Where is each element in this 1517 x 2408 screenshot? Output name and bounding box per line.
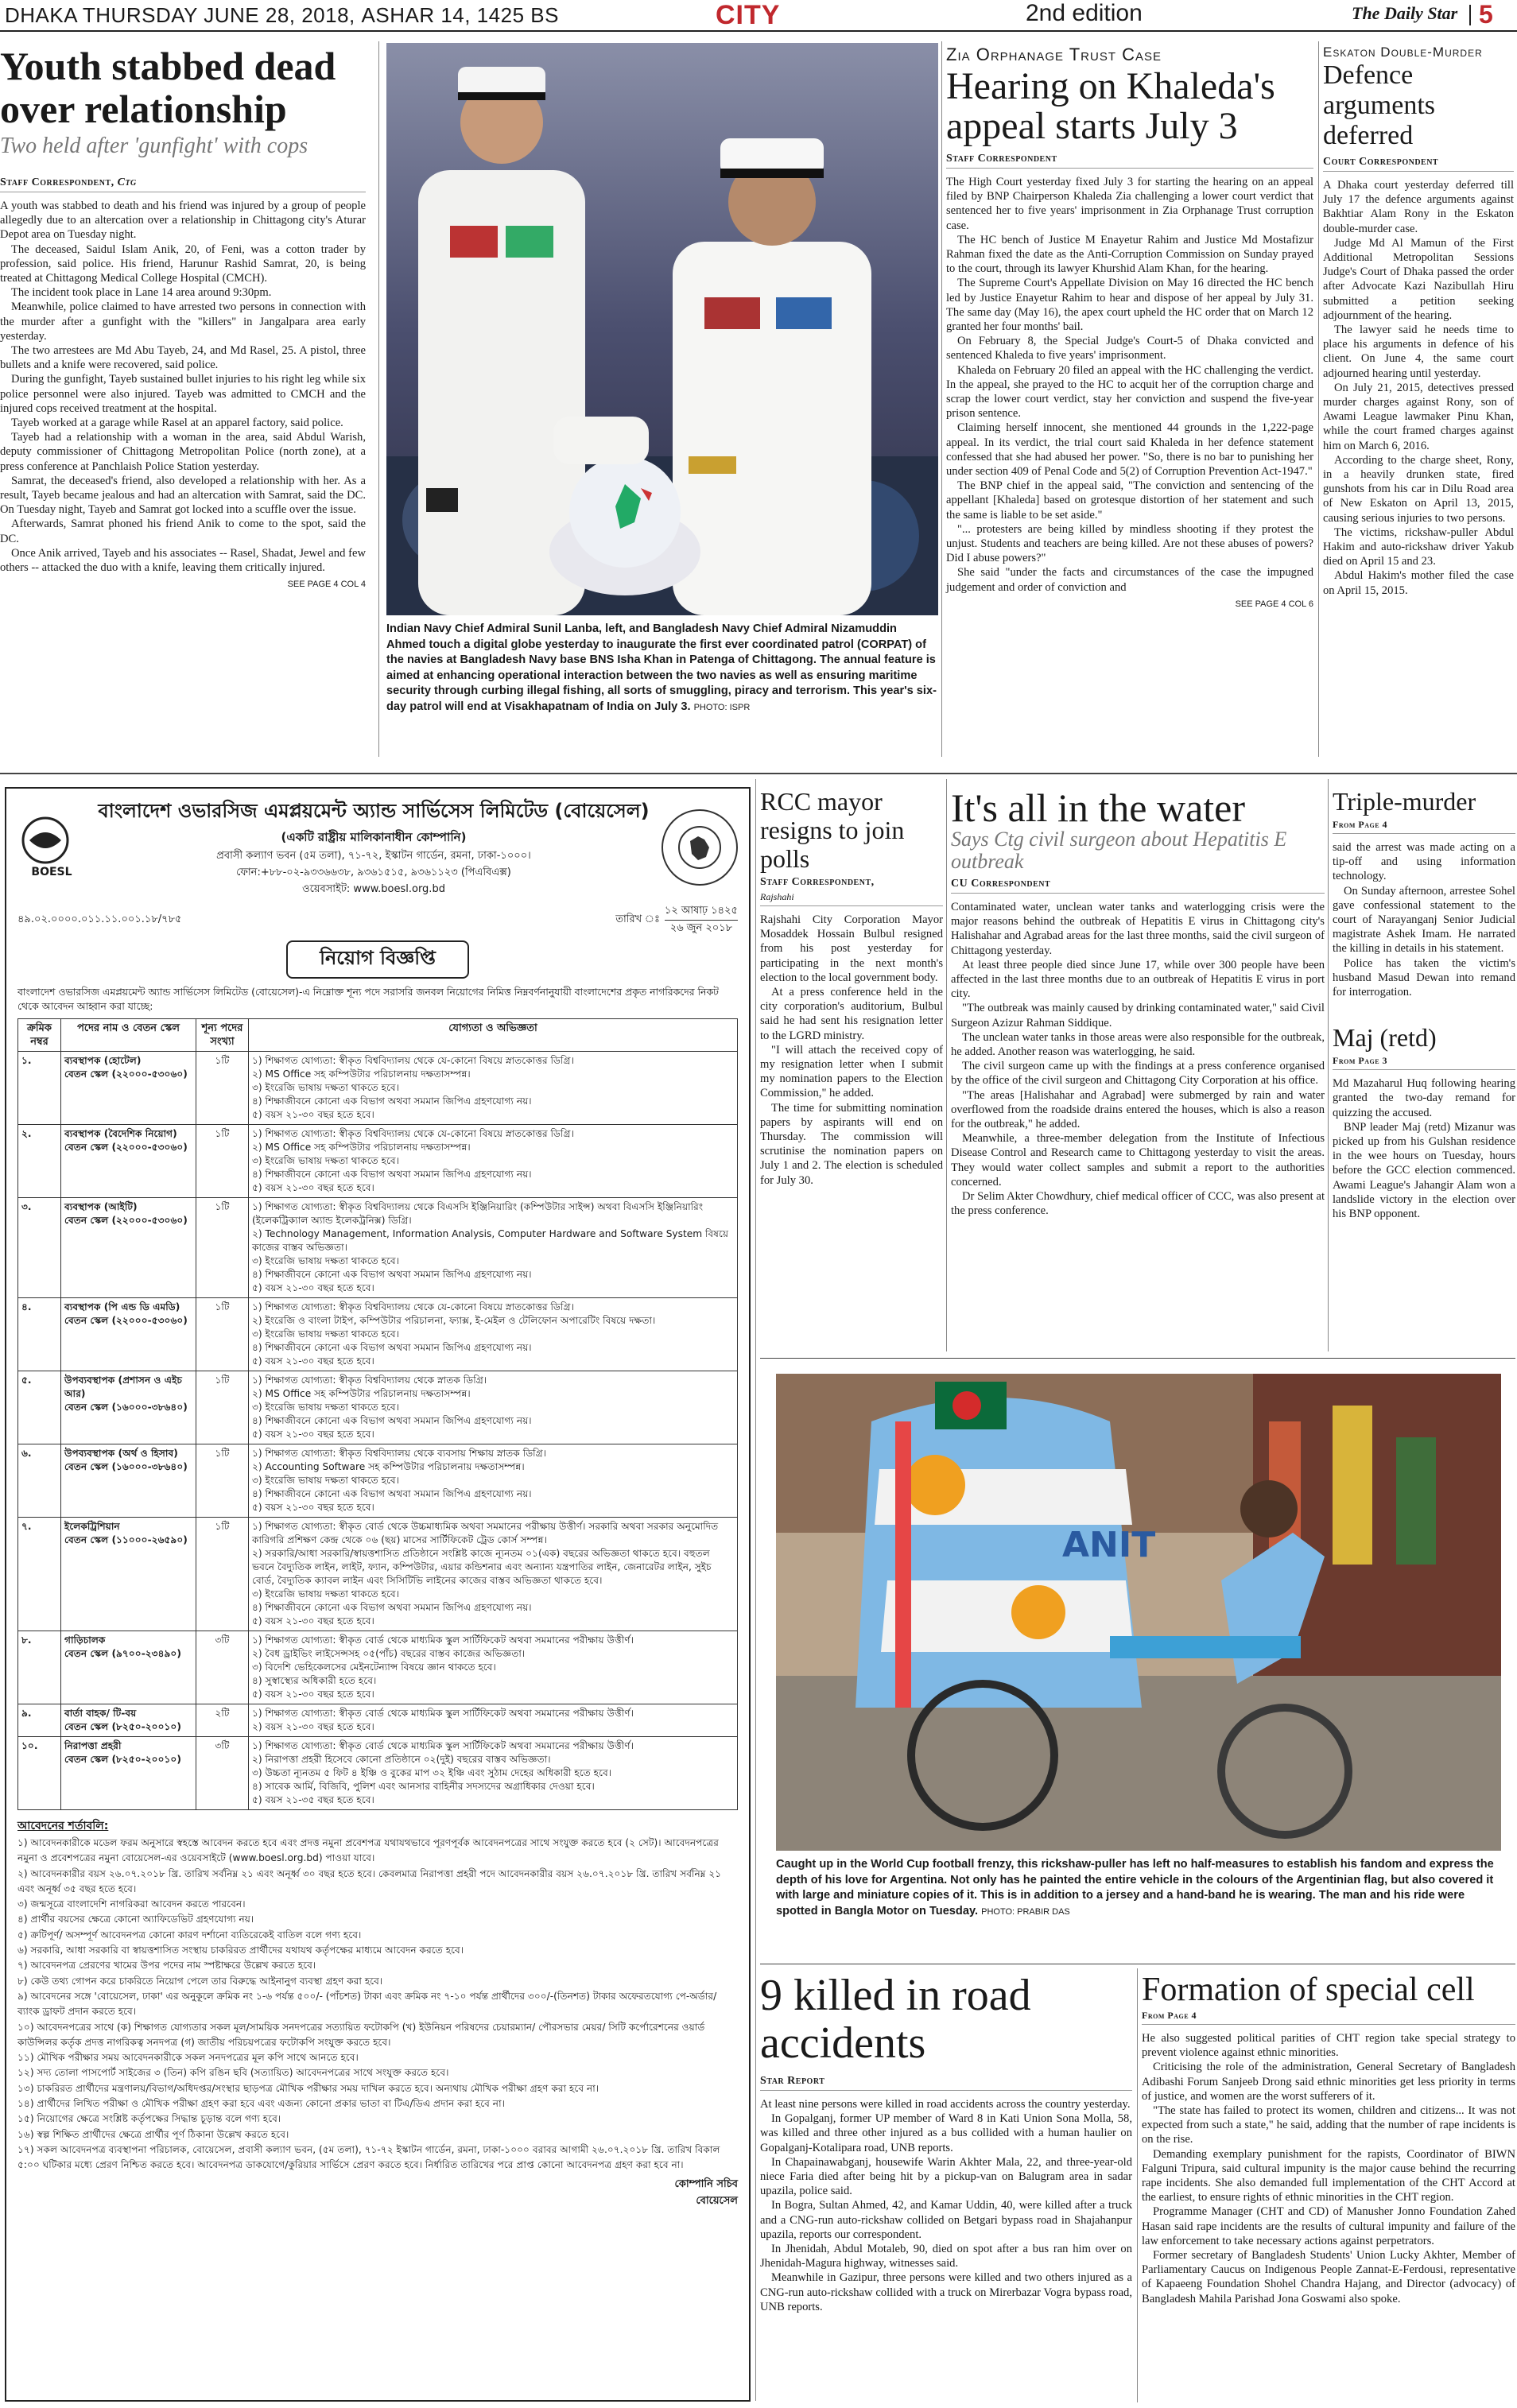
cell-count: ১টি [196,1052,249,1125]
qualification-line: ২) নিরাপত্তা প্রহরী হিসেবে কোনো প্রতিষ্ঠানে ০২(দুই) বছরের বাস্তব অভিজ্ঞতা। [252,1754,551,1765]
col-count: শূন্য পদের সংখ্যা [196,1019,249,1052]
cell-serial: ৭. [18,1518,61,1631]
dateline-en: DHAKA THURSDAY JUNE 28, 2018, [5,3,355,27]
qualification-line: ২) MS Office সহ কম্পিউটার পরিচালনায় দক্ষতাসম্পন্ন। [252,1068,471,1080]
paragraph: Criticising the role of the administration, General Secretary of Bangladesh Adibashi Forum Sanjeeb Drong said ethnic minorities get less priority in terms of justice, and women are the worst sufferers of it. [1142,2061,1515,2103]
column-rule [1318,41,1319,757]
post-name: ব্যবস্থাপক (পি এন্ড ডি এমডি) [64,1301,180,1313]
paragraph: A Dhaka court yesterday deferred till July 17 the defence arguments against Bakhtiar Alam Rony in the Eskaton double-murder case. [1323,179,1514,235]
navy-photo [386,43,938,615]
qualification-line: ১) শিক্ষাগত যোগ্যতা: স্বীকৃত বিশ্ববিদ্যালয় থেকে যে-কোনো বিষয়ে স্নাতকোত্তর ডিগ্রি। [252,1055,574,1066]
photo-caption [776,1857,1501,1920]
qualification-line: ৩) ইংরেজি ভাষায় দক্ষতা থাকতে হবে। [252,1155,400,1166]
memo-date [615,903,738,937]
paragraph: Samrat, the deceased's friend, also developed a relationship with her. As a result, Tayeb became jealous and had an altercation with Samrat, said the DC. On Tuesday night, Tayeb and Samrat got locked into a scuffle over the issue. [0,474,366,517]
masthead [0,0,1517,32]
qualification-line: ৫) বয়স ২১-৩০ বছর হতে হবে। [252,1355,374,1367]
headline: RCC mayor resigns to join polls [760,787,905,873]
paragraph: Meanwhile, police claimed to have arrested two persons in connection with the murder after a gunfight with the "killers" in Jangalpara area early yesterday. [0,301,366,343]
column-rule [1328,779,1329,1351]
table-row [18,1631,738,1704]
paragraph: A youth was stabbed to death and his friend was injured by a group of people allegedly due to an altercation over a relationship in Chittagong city's Aturar Depot area on Tuesday night. [0,200,366,242]
terms-title: আবেদনের শর্তাবলি: [17,1820,109,1832]
paragraph: The time for submitting nomination papers by aspirants will end on Thursday. The commission will scrutinise the nomination papers on July 1 and 2. The election is scheduled for July 30. [760,1101,943,1187]
ad-title-wrap [17,940,738,979]
dateline [5,3,559,28]
headline: Formation of special cell [1142,1972,1475,2008]
paragraph: During the gunfight, Tayeb sustained bullet injuries to his right leg while six police personnel were also injured. Tayeb was admitted to CMCH and the injured cops received treatment at the hospital. [0,373,366,415]
photo-caption [386,622,938,715]
kicker: Zia Orphanage Trust Case [946,45,1162,64]
qualification-line: ৫) বয়স ২১-৩০ বছর হতে হবে। [252,1615,374,1627]
qualification-line: ৪) সুস্বাস্থ্যের অধিকারী হতে হবে। [252,1675,377,1686]
pay-scale: বেতন স্কেল (৮২৫০-২০০১০) [64,1754,181,1765]
qualification-line: ৩) উচ্চতা ন্যূনতম ৫ ফিট ৪ ইঞ্চি ও বুকের মাপ ৩২ ইঞ্চি এবং সুঠাম দেহের অধিকারী হতে হবে। [252,1767,612,1778]
qualification-line: ৪) শিক্ষাজীবনে কোনো এক বিভাগ অথবা সমমান জিপিএ গ্রহণযোগ্য নয়। [252,1095,532,1107]
article-body [1323,178,1514,598]
cell-serial: ১০. [18,1737,61,1810]
qualification-line: ২) সরকারি/আধা সরকারি/স্বায়ত্তশাসিত প্রতিষ্ঠানে সংশ্লিষ্ট কাজে ন্যূনতম ০১(এক) বছরের অভিজ্ঞতা থাকতে হবে। বহুতল ভবনে বৈদ্যুতিক লাইন, লাইট, ফ্যান, কম্পিউটার, এয়ার কন্ডিশনার এবং অন্যান্য যন্ত্রপাতির লাইন, জেনারেটর লাইন, সুইচ বোর্ড, বৈদ্যুতিক ক্যাবল লাইন এবং সিসিটিভি লাইনের কাজের বাস্তব অভিজ্ঞতা থাকতে হবে। [252,1548,712,1586]
pay-scale: বেতন স্কেল (১১০০০-২৬৫৯০) [64,1534,188,1545]
vacancy-rows [18,1052,738,1810]
post-name: ব্যবস্থাপক (বৈদেশিক নিয়োগ) [64,1128,177,1139]
cell-qualification [249,1298,738,1371]
photo-credit: PHOTO: PRABIR DAS [981,1906,1070,1917]
paragraph: Meanwhile, a three-member delegation from the Institute of Infectious Disease Control and Research came to Chittagong yesterday to visit the areas. They would water collect samples and submit a report to the authorities concerned. [951,1132,1325,1188]
cell-serial: ১. [18,1052,61,1125]
recruitment-ad [5,787,751,2402]
story-youth-stabbed [0,45,366,589]
qualification-line: ৫) বয়স ২১-৩৫ বছর হতে হবে। [252,1794,374,1805]
qualification-line: ৩) বিদেশি ভেহিকেলসের মেইনটেন্যান্স বিষয়ে জ্ঞান থাকতে হবে। [252,1662,496,1673]
article-body [946,175,1313,595]
paragraph: The deceased, Saidul Islam Anik, 20, of Feni, was a cotton trader by profession, said police. His friend, Harunur Rashid Samrat, 20, is being treated at Chittagong Medical College Hospital (CMCH). [0,242,366,285]
paragraph: The incident took place in Lane 14 area around 9:30pm. [11,286,272,300]
qualification-line: ২) Accounting Software সহ কম্পিউটার পরিচালনায় দক্ষতাসম্পন্ন। [252,1461,525,1472]
paragraph: "The state has failed to protect its women, children and citizens... It was not expected from such a state," he said, adding that the number of rape incidents is on the rise. [1142,2104,1515,2146]
signature-title: কোম্পানি সচিব [674,2177,738,2190]
paragraph: Programme Manager (CHT and CD) of Manusher Jonno Foundation Zahed Hasan said rape incidents are the results of cultural impunity and failure of the law enforcement to take necessary actions against perpetrators. [1142,2205,1515,2247]
cell-count: ১টি [196,1298,249,1371]
pay-scale: বেতন স্কেল (২২০০০-৫৩০৬০) [64,1215,188,1226]
cell-qualification [249,1518,738,1631]
page-number: 5 [1479,0,1493,29]
paragraph: Tayeb had a relationship with a woman in the area, said Abdul Warish, deputy commissioner of Chittagong Metropolitan Police (north zone), at a press conference at Panchlaish Police Station yesterday. [0,431,366,473]
ad-header [17,797,738,898]
date-values [665,903,738,937]
qualification-line: ৫) বয়স ২১-৩০ বছর হতে হবে। [252,1502,374,1513]
column-rule [946,779,947,1351]
paragraph: The Supreme Court's Appellate Division on May 16 directed the HC bench led by Justice Enayetur Rahim to hear and dispose of her appeal by July 31. The same day (May 16), the apex court upheld the HC order that on March 12 granted her four months' bail. [946,277,1313,334]
qualification-line: ২) MS Office সহ কম্পিউটার পরিচালনায় দক্ষতাসম্পন্ন। [252,1388,471,1399]
cell-count: ২টি [196,1704,249,1737]
article-body [1142,2031,1515,2306]
paragraph: "I will attach the received copy of my resignation letter when I submit my nomination papers to the Election Commission," he added. [760,1043,943,1100]
paragraph: On Sunday afternoon, arrestee Sohel gave confessional statement to the court of Narayanganj Senior Judicial magistrate Ashek Imam. He narrated the killing in details in his statement. [1333,884,1515,956]
paragraph: "... protesters are being killed by mindless shooting if they protest the unjust. Students and teachers are being killed. Are not these abuses of powers? Did I abuse powers?" [946,522,1313,565]
story-special-cell [1142,1972,1515,2306]
paragraph: Khaleda on February 20 filed an appeal with the HC challenging the verdict. In the appeal, she prayed to the HC to acquit her of the corruption charge and scrap the lower court verdict, stay her conviction and suspend the five-year prison sentence. [946,363,1313,421]
qualification-line: ৫) বয়স ২১-৩০ বছর হতে হবে। [252,1182,374,1193]
section-divider [0,773,1517,774]
byline-place: Ctg [117,176,137,188]
org-website[interactable]: ওয়েবসাইট: www.boesl.org.bd [302,883,445,895]
qualification-line: ৩) ইংরেজি ভাষায় দক্ষতা থাকতে হবে। [252,1082,400,1093]
org-address: প্রবাসী কল্যাণ ভবন (৫ম তলা), ৭১-৭২, ইস্কাটন গার্ডেন, রমনা, ঢাকা-১০০০। [216,850,531,862]
cell-qualification [249,1198,738,1298]
table-row [18,1125,738,1198]
paragraph: At a press conference held in the city corporation's auditorium, Bulbul said he had sent his resignation letter to the LGRD ministry. [760,986,943,1042]
pay-scale: বেতন স্কেল (২২০০০-৫৩০৬০) [64,1142,188,1153]
table-header [18,1019,738,1052]
qualification-line: ১) শিক্ষাগত যোগ্যতা: স্বীকৃত বিশ্ববিদ্যালয় থেকে যে-কোনো বিষয়ে স্নাতকোত্তর ডিগ্রি। [252,1301,574,1313]
term-item: ১০) আবেদনপত্রের সাথে (ক) শিক্ষাগত যোগ্যতার সকল মূল/সাময়িক সনদপত্রের সত্যায়িত ফটোকপি (খ) ইউনিয়ন পরিষদের চেয়ারম্যান/ পৌরসভার মেয়র/ সিটি কর্পোরেশনের ওয়ার্ড কাউন্সিলর কর্তৃক প্রদত্ত নাগরিকত্ব সনদপত্র (গ) জাতীয় পরিচয়পত্রের ফটোকপি সংযুক্ত করতে হবে। [17,2021,705,2048]
paragraph: Once Anik arrived, Tayeb and his associates -- Rasel, Shadat, Jewel and few others -- attacked the duo with a knife, leaving them critically injured. [0,546,366,575]
table-row [18,1052,738,1125]
from-page: From Page 4 [1333,819,1515,834]
headline: Defence arguments deferred [1323,60,1436,150]
byline: Staff Correspondent [946,153,1313,169]
article-body [760,2097,1132,2314]
date-bangla: ১২ আষাঢ় ১৪২৫ [665,903,738,921]
post-name: উপব্যবস্থাপক (অর্থ ও হিসাব) [64,1448,178,1459]
kicker: Eskaton Double-Murder [1323,45,1483,60]
term-item: ১৪) প্রার্থীদের লিখিত পরীক্ষা ও মৌখিক পরীক্ষা গ্রহণ করা হবে এবং এজন্য কোনো প্রকার ভাতা বা টিএ/ডিএ প্রদান করা হবে না। [17,2098,505,2110]
column-rule [378,41,379,757]
column-rule [1137,1968,1138,2402]
paragraph: The civil surgeon came up with the findings at a press conference organised by the office of the civil surgeon and Chittagong City Corporation at his office. [951,1060,1325,1088]
paragraph: The BNP chief in the appeal said, "The conviction and sentencing of the appellant [Khaleda] based on grotesque distortion of her statement and such the same is liable to be set aside." [946,479,1313,522]
date-label: তারিখ ঃ [615,913,660,925]
org-phone: ফোন:+৮৮-০২-৯৩৩৬৬৩৮, ৯৩৬১৫১৫, ৯৩৬১১২৩ (পিএবিএক্স) [236,867,511,878]
post-name: গাড়িচালক [64,1634,106,1646]
qualification-line: ২) বৈধ ড্রাইভিং লাইসেন্সসহ ০৫(পাঁচ) বছরের বাস্তব কাজের অভিজ্ঞতা। [252,1648,526,1659]
qualification-line: ২) Technology Management, Information Analysis, Computer Hardware and Software System বিষয়ে কাজের বাস্তব অভিজ্ঞতা। [252,1228,729,1253]
rickshaw-photo [776,1374,1501,1851]
from-page: From Page 4 [1142,2010,1515,2025]
paragraph: The High Court yesterday fixed July 3 for starting the hearing on an appeal filed by BNP Chairperson Khaleda Zia challenging a lower court verdict that sentenced her to five years' imprisonment in Zia Orphanage Trust corruption case. [946,176,1313,232]
byline: CU Correspondent [951,878,1325,894]
term-item: ১১) মৌখিক পরীক্ষার সময় আবেদনকারীকে সকল সনদপত্রের মূল কপি সাথে আনতে হবে। [17,2052,359,2064]
pay-scale: বেতন স্কেল (১৬০০০-৩৮৬৪০) [64,1461,188,1472]
byline: Court Correspondent [1323,156,1514,172]
cell-qualification [249,1737,738,1810]
paragraph: Police has taken the victim's husband Masud Dewan into remand for interrogation. [1333,956,1515,999]
paragraph: Abdul Hakim's mother filed the case on April 15, 2015. [1323,569,1514,597]
qualification-line: ৩) ইংরেজি ভাষায় দক্ষতা থাকতে হবে। [252,1402,400,1413]
paragraph: At least three people died since June 17, while over 300 people have been affected in the last three months due to an outbreak of Hepatitis E virus in port city. [951,958,1325,1001]
cell-post [61,1198,196,1298]
paragraph: "The outbreak was mainly caused by drinking contaminated water," said Civil Surgeon Azizur Rahman Siddique. [951,1002,1325,1030]
term-item: ১৭) সকল আবেদনপত্র ব্যবস্থাপনা পরিচালক, বোয়েসেল, প্রবাসী কল্যাণ ভবন, (৫ম তলা), ৭১-৭২ ইস্কাটন গার্ডেন, রমনা, ঢাকা-১০০০ বরাবর আগামী ২৬.০৭.২০১৮ খ্রি. তারিখ বিকাল ৫:০০ ঘটিকার মধ্যে প্রেরণ নিশ্চিত করতে হবে। আবেদনপত্র ডাকযোগে/কুরিয়ার সার্ভিসে প্রেরণ করতে হবে। নির্ধারিত তারিখের পরে প্রাপ্ত কোনো আবেদনপত্র গ্রহণ করা হবে না। [17,2143,720,2171]
cell-serial: ৮. [18,1631,61,1704]
term-item: ৩) জন্মসূত্রে বাংলাদেশি নাগরিকরা আবেদন করতে পারবেন। [17,1898,246,1910]
cell-serial: ২. [18,1125,61,1198]
edition-label: 2nd edition [1026,0,1143,26]
paragraph: Claiming herself innocent, she mentioned 44 grounds in the 1,222-page appeal. In its verdict, the trial court said Khaleda in her defence statement confessed that she had abused her power. "So, there is no bar to punishing her under section 409 of Penal Code and 5(2) of Corruption Prevention Act-1947." [946,421,1313,479]
pay-scale: বেতন স্কেল (৯৭০০-২৩৪৯০) [64,1648,181,1659]
qualification-line: ৫) বয়স ২১-৩০ বছর হতে হবে। [252,1109,374,1120]
cell-post [61,1125,196,1198]
story-road-accidents [760,1972,1132,2314]
signature [17,2177,738,2210]
org-block [97,797,650,898]
logo-text: BOESL [31,866,72,878]
cell-qualification [249,1444,738,1518]
cell-serial: ৯. [18,1704,61,1737]
qualification-line: ৫) বয়স ২১-৩০ বছর হতে হবে। [252,1689,374,1700]
qualification-line: ৩) ইংরেজি ভাষায় দক্ষতা থাকতে হবে। [252,1475,400,1486]
post-name: ব্যবস্থাপক (হোটেল) [64,1055,142,1066]
memo-row [17,903,738,937]
qualification-line: ১) শিক্ষাগত যোগ্যতা: স্বীকৃত বিশ্ববিদ্যালয় থেকে বিএসসি ইঞ্জিনিয়ারিং (কম্পিউটার সাইন্স) অথবা বিএসসি ইঞ্জিনিয়ারিং (ইলেকট্রিক্যাল অ্যান্ড ইলেকট্রনিক্স) ডিগ্রি। [252,1201,704,1226]
cell-qualification [249,1125,738,1198]
newspaper-brand: The Daily Star [1352,3,1458,23]
paragraph: She said "under the facts and circumstances of the case the impugned judgement and order of conviction and [946,566,1313,594]
cell-serial: ৪. [18,1298,61,1371]
paragraph: Md Mazaharul Huq following hearing granted the two-day remand for quizzing the accused. [1333,1077,1515,1119]
col-post: পদের নাম ও বেতন স্কেল [61,1019,196,1052]
byline: Staff Correspondent, [760,876,875,888]
col-qualification: যোগ্যতা ও অভিজ্ঞতা [249,1019,738,1052]
table-row [18,1518,738,1631]
paragraph: Contaminated water, unclean water tanks and waterlogging crisis were the major reasons behind the outbreak of Hepatitis E virus in Chittagong city's Halishahar and Agrabad areas for the last three months, said the civil surgeon of Chittagong yesterday. [951,901,1325,957]
govt-seal-icon [662,809,738,886]
story-defence [1323,45,1514,598]
qualification-line: ১) শিক্ষাগত যোগ্যতা: স্বীকৃত বোর্ড থেকে উচ্চমাধ্যমিক অথবা সমমানের পরীক্ষায় উত্তীর্ণ। সরকারি অথবা সরকার অনুমোদিত কারিগরি প্রশিক্ষণ কেন্দ্র থেকে ০৬ (ছয়) মাসের সার্টিফিকেট ট্রেড কোর্স সম্পন্ন। [252,1521,719,1545]
term-item: ১) আবেদনকারীকে মডেল ফরম অনুসারে স্বহস্তে আবেদন করতে হবে এবং প্রদত্ত নমুনা প্রবেশপত্র যথাযথভাবে পূরণপূর্বক আবেদনপত্রের সাথে সংযুক্ত করতে হবে (২ সেট)। আবেদনপত্রের নমুনা ও প্রবেশপত্রের নমুনা বোয়েসেল-এর ওয়েবসাইটে (www.boesl.org.bd) পাওয়া যাবে। [17,1837,719,1864]
photo-navy-block [386,43,938,715]
term-item: ৪) প্রার্থীর বয়সের ক্ষেত্রে কোনো অ্যাফিডেভিট গ্রহণযোগ্য নয়। [17,1914,254,1925]
cell-serial: ৬. [18,1444,61,1518]
qualification-line: ৩) ইংরেজি ভাষায় দক্ষতা থাকতে হবে। [252,1328,400,1340]
column-rule [755,779,756,2401]
qualification-line: ৪) শিক্ষাজীবনে কোনো এক বিভাগ অথবা সমমান জিপিএ গ্রহণযোগ্য নয়। [252,1169,532,1180]
qualification-line: ৪) শিক্ষাজীবনে কোনো এক বিভাগ অথবা সমমান জিপিএ গ্রহণযোগ্য নয়। [252,1602,532,1613]
paragraph: At least nine persons were killed in road accidents across the country yesterday. [760,2098,1131,2111]
term-item: ৬) সরকারি, আধা সরকারি বা স্বায়ত্তশাসিত সংস্থায় চাকরিরত প্রার্থীদের যথাযথ কর্তৃপক্ষের মাধ্যমে আবেদন করতে হবে। [17,1945,464,1956]
col-serial: ক্রমিক নম্বর [18,1019,61,1052]
cell-serial: ৫. [18,1371,61,1444]
qualification-line: ২) MS Office সহ কম্পিউটার পরিচালনায় দক্ষতাসম্পন্ন। [252,1142,471,1153]
story-rcc [760,787,943,1188]
post-name: নিরাপত্তা প্রহরী [64,1740,122,1751]
cell-count: ৩টি [196,1631,249,1704]
signature-org: বোয়েসেল [696,2194,738,2207]
term-item: ১৫) নিয়োগের ক্ষেত্রে সংশ্লিষ্ট কর্তৃপক্ষের সিদ্ধান্ত চূড়ান্ত বলে গণ্য হবে। [17,2113,281,2125]
vacancy-table [17,1018,738,1810]
qualification-line: ২) বয়স ২১-৩০ বছর হতে হবে। [252,1721,374,1732]
cell-post [61,1518,196,1631]
headline: Youth stabbed dead over relationship [0,44,336,131]
paragraph: Dr Selim Akter Chowdhury, chief medical officer of CCC, was also present at the press conference. [951,1190,1325,1218]
paragraph: Judge Md Al Mamun of the First Additional Metropolitan Sessions Judge's Court of Dhaka passed the order after Advocate Kazi Nazibullah Hiru submitted a petition seeking adjournment of the hearing. [1323,236,1514,322]
article-body [0,199,366,575]
headline: Hearing on Khaleda's appeal starts July 3 [946,65,1275,147]
paragraph: Afterwards, Samrat phoned his friend Anik to come to the spot, said the DC. [0,518,366,545]
paragraph: The victims, rickshaw-puller Abdul Hakim and auto-rickshaw driver Yakub died on April 15 and 23. [1323,525,1514,568]
banner-text: ANIT [1062,1525,1156,1565]
headline-maj: Maj (retd) [1333,1023,1437,1053]
post-name: উপব্যবস্থাপক (প্রশাসন ও এইচ আর) [64,1375,182,1399]
ad-title: নিয়োগ বিজ্ঞপ্তি [286,940,469,979]
paragraph: The unclean water tanks in those areas were also responsible for the outbreak, he added. Another reason was waterlogging, he said. [951,1030,1325,1059]
boesl-logo-icon [17,816,73,866]
story-water [951,787,1325,1218]
org-name: বাংলাদেশ ওভারসিজ এমপ্লয়মেন্ট অ্যান্ড সার্ভিসেস লিমিটেড (বোয়েসেল) [98,800,650,822]
cell-post [61,1298,196,1371]
paragraph: Former secretary of Bangladesh Students' Union Lucky Akhter, Member of Parliamentary Caucus on Indigenous People Zannat-E-Ferdousi, representative of Kapaeeng Foundation Shohel Chandra Hajang, and Director (advocacy) of Bangladesh Mahila Parishad Jona Goswami also spoke. [1142,2249,1515,2305]
byline: Star Report [760,2075,1132,2091]
paragraph: Demanding exemplary punishment for the rapists, Coordinator of BIWN Falguni Tripura, said cultural impunity is the major cause behind the recurring rape incidents. She also demanded full implementation of the CHT Accord at the earliest, to ensure rights of ethnic minorities in the CHT region. [1142,2147,1515,2204]
paragraph: BNP leader Maj (retd) Mizanur was picked up from his Gulshan residence in the wee hours on Tuesday, hours before the GCC election commenced. Awami League's Jahangir Alam won a landslide victory in the election over his BNP opponent. [1333,1120,1515,1221]
qualification-line: ৪) শিক্ষাজীবনে কোনো এক বিভাগ অথবা সমমান জিপিএ গ্রহণযোগ্য নয়। [252,1488,532,1499]
caption-text: Caught up in the World Cup football frenzy, this rickshaw-puller has left no half-measures to establish his fandom and express the depth of his love for Argentina. Not only has he painted the entire vehicle in the colours of the Argentinian flag, but also covered it with large and miniature copies of it. This is in addition to a jersey and a hand-band he is wearing. The man and his ride were spotted in Bangla Motor on Tuesday. [776,1858,1494,1917]
from-page-maj: From Page 3 [1333,1055,1515,1070]
article-body-maj [1333,1076,1515,1221]
boesl-logo [17,816,86,878]
ad-intro: বাংলাদেশ ওভারসিজ এমপ্লয়মেন্ট অ্যান্ড সার্ভিসেস লিমিটেড (বোয়েসেল)-এ নিম্নোক্ত শূন্য পদে সরাসরি জনবল নিয়োগের নিমিত্ত নিম্নবর্ণনানুযায়ী বাংলাদেশের প্রকৃত নাগরিকদের নিকট থেকে আবেদন আহ্বান করা যাচ্ছে: [17,986,719,1012]
ad-terms [17,1817,738,2210]
headline: Triple-murder [1333,787,1476,816]
paragraph: On February 8, the Special Judge's Court-5 of Dhaka convicted and sentenced Khaleda to five years' imprisonment. [946,335,1313,363]
byline-place: Rajshahi [760,891,943,906]
continued-note[interactable]: SEE PAGE 4 COL 6 [1235,599,1313,609]
term-item: ১২) সদ্য তোলা পাসপোর্ট সাইজের ৩ (তিন) কপি রঙিন ছবি (সত্যায়িত) আবেদনপত্রের সাথে সংযুক্ত করতে হবে। [17,2067,449,2079]
qualification-line: ১) শিক্ষাগত যোগ্যতা: স্বীকৃত বোর্ড থেকে মাধ্যমিক স্কুল সার্টিফিকেট অথবা সমমানের পরীক্ষায় উত্তীর্ণ। [252,1634,634,1646]
column-rule [941,41,942,757]
table-row [18,1371,738,1444]
cell-count: ১টি [196,1198,249,1298]
term-item: ৫) ক্রটিপূর্ণ/ অসম্পূর্ণ আবেদনপত্র কোনো কারণ দর্শানো ব্যতিরেকেই বাতিল বলে গণ্য হবে। [17,1929,362,1941]
cell-post [61,1737,196,1810]
story-triple-murder [1333,787,1515,1221]
qualification-line: ১) শিক্ষাগত যোগ্যতা: স্বীকৃত বিশ্ববিদ্যালয় থেকে যে-কোনো বিষয়ে স্নাতকোত্তর ডিগ্রি। [252,1128,574,1139]
paragraph: In Jhenidah, Abdul Motaleb, 90, died on spot after a bus ran him over on Jhenidah-Magura highway, witnesses said. [760,2243,1132,2270]
pay-scale: বেতন স্কেল (১৬০০০-৩৮৬৪০) [64,1402,188,1413]
section-name: CITY [716,0,781,30]
term-item: ১৩) চাকরিরত প্রার্থীদের মন্ত্রণালয়/বিভাগ/অধিদপ্তর/সংস্থার ছাড়পত্র মৌখিক পরীক্ষার সময় দাখিল করতে হবে। অন্যথায় মৌখিক পরীক্ষা গ্রহণ করা হবে না। [17,2082,599,2094]
paragraph: In Bogra, Sultan Ahmed, 42, and Kamar Uddin, 40, were killed after a truck and a CNG-run auto-rickshaw collided on Betgari bypass road in Shajahanpur upazila, reports our correspondent. [760,2199,1132,2241]
paragraph: Tayeb worked at a garage while Rasel at an apparel factory, said police. [11,417,343,430]
cell-qualification [249,1371,738,1444]
term-item: ১৬) স্বল্প শিক্ষিত প্রার্থীদের ক্ষেত্রে প্রার্থীর পূর্ণ ঠিকানা উল্লেখ করতে হবে। [17,2128,289,2140]
headline: It's all in the water [951,785,1245,830]
qualification-line: ১) শিক্ষাগত যোগ্যতা: স্বীকৃত বিশ্ববিদ্যালয় থেকে ব্যবসায় শিক্ষায় স্নাতক ডিগ্রি। [252,1448,547,1459]
date-english: ২৬ জুন ২০১৮ [669,922,733,934]
cell-qualification [249,1052,738,1125]
cell-post [61,1704,196,1737]
cell-post [61,1631,196,1704]
paragraph: On July 21, 2015, detectives pressed murder charges against Rony, son of Awami League lawmaker Pinu Khan, while the court framed charges against him on March 6, 2016. [1323,381,1514,452]
qualification-line: ৩) ইংরেজি ভাষায় দক্ষতা থাকতে হবে। [252,1588,400,1600]
pay-scale: বেতন স্কেল (৮২৫০-২০০১০) [64,1721,181,1732]
subhead: Says Ctg civil surgeon about Hepatitis E outbreak [951,828,1287,873]
post-name: ব্যবস্থাপক (আইটি) [64,1201,138,1212]
cell-count: ১টি [196,1444,249,1518]
paragraph: The lawyer said he needs time to place his arguments in defence of his client. On June 4, the same court adjourned hearing until yesterday. [1323,324,1514,380]
qualification-line: ৪) শিক্ষাজীবনে কোনো এক বিভাগ অথবা সমমান জিপিএ গ্রহণযোগ্য নয়। [252,1415,532,1426]
paragraph: The HC bench of Justice M Enayetur Rahim and Justice Md Mostafizur Rahman fixed the date as the Anti-Corruption Commission on Sunday prayed to the court, through its lawyer Khurshid Alam Khan, for the hearing. [946,233,1313,276]
subhead: Two held after 'gunfight' with cops [0,134,308,158]
table-row [18,1198,738,1298]
memo-number: ৪৯.০২.০০০০.০১১.১১.০০১.১৮/৭৮৫ [17,913,182,925]
qualification-line: ৪) সাবেক আর্মি, বিজিবি, পুলিশ এবং আনসার বাহিনীর সদস্যদের অগ্রাধিকার দেওয়া হবে। [252,1781,595,1792]
dateline-bn: ASHAR 14, 1425 BS [361,3,559,27]
photo-rickshaw-block [776,1374,1501,1920]
terms-list [17,1836,738,2173]
cell-count: ১টি [196,1518,249,1631]
article-body [1333,840,1515,999]
pay-scale: বেতন স্কেল (২২০০০-৫৩০৬০) [64,1068,188,1080]
table-row [18,1298,738,1371]
qualification-line: ২) ইংরেজি ও বাংলা টাইপ, কম্পিউটার পরিচালনা, ফ্যাক্স, ই-মেইল ও টেলিফোন অপারেটিং বিষয়ে দক্ষতা। [252,1315,656,1326]
paragraph: Meanwhile in Gazipur, three persons were killed and two others injured as a CNG-run auto-rickshaw collided with a truck on Mirerbazar Vogra bypass road, UNB reports. [760,2271,1132,2313]
byline [0,176,366,192]
qualification-line: ৪) শিক্ষাজীবনে কোনো এক বিভাগ অথবা সমমান জিপিএ গ্রহণযোগ্য নয়। [252,1269,532,1280]
qualification-line: ১) শিক্ষাগত যোগ্যতা: স্বীকৃত বোর্ড থেকে মাধ্যমিক স্কুল সার্টিফিকেট অথবা সমমানের পরীক্ষায় উত্তীর্ণ। [252,1708,634,1719]
qualification-line: ৩) ইংরেজি ভাষায় দক্ষতা থাকতে হবে। [252,1255,400,1266]
term-item: ২) আবেদনকারীর বয়স ২৬.০৭.২০১৮ খ্রি. তারিখ সর্বনিম্ন ২১ এবং অনূর্ধ্ব ৩০ বছর হতে হবে। কেবলমাত্র নিরাপত্তা প্রহরী পদে আবেদনকারীর বয়স ২৬.০৭.২০১৮ খ্রি. তারিখ সর্বনিম্ন ২১ এবং অনূর্ধ্ব ৩৫ বছর হতে হবে। [17,1867,722,1894]
article-body [760,913,943,1188]
paragraph: In Gopalganj, former UP member of Ward 8 in Kati Union Sona Molla, 58, was killed and three other injured as a bus collided with a human haulier on Gopalganj-Kotalipara road, UNB reports. [760,2112,1132,2154]
post-name: ইলেকট্রিশিয়ান [64,1521,120,1532]
org-sub: (একটি রাষ্ট্রীয় মালিকানাধীন কোম্পানি) [281,830,467,844]
paragraph: In Chapainawabganj, housewife Warin Akhter Mala, 22, and three-year-old niece Faria died after being hit by a pickup-van on Balugram area in sadar upazila, police said. [760,2155,1132,2198]
paragraph: According to the charge sheet, Rony, in a heavily drunken state, fired gunshots from his car in Dilu Road area of New Eskaton on April 13, 2015, causing serious injuries to two persons. [1323,453,1514,525]
term-item: ৮) কেউ তথ্য গোপন করে চাকরিতে নিয়োগ পেলে তার বিরুদ্ধে আইনানুগ ব্যবস্থা গ্রহণ করা হবে। [17,1975,383,1987]
cell-serial: ৩. [18,1198,61,1298]
continued-note[interactable]: SEE PAGE 4 COL 4 [287,580,366,590]
pay-scale: বেতন স্কেল (২২০০০-৫৩০৬০) [64,1315,188,1326]
cell-count: ৩টি [196,1737,249,1810]
paragraph: "The areas [Halishahar and Agrabad] were submerged by rain and water overflowed from the roadside drains entered the houses, which is also a reason for the outbreak," he added. [951,1088,1325,1131]
term-item: ৯) আবেদনের সঙ্গে 'বোয়েসেল, ঢাকা' এর অনুকূলে ক্রমিক নং ১-৬ পর্যন্ত ৫০০/- (পাঁচশত) টাকা এবং ক্রমিক নং ৭-১০ পর্যন্ত প্রার্থীদের ৩০০/-(তিনশত) টাকার অফেরতযোগ্য পে-অর্ডার/ ব্যাংক ড্রাফট প্রদান করতে হবে। [17,1990,717,2018]
bangladesh-flag-icon [935,1382,1007,1429]
paragraph: said the arrest was made acting on a tip-off and using information technology. [1333,841,1515,883]
qualification-line: ৫) বয়স ২১-৩০ বছর হতে হবে। [252,1429,374,1440]
cell-count: ১টি [196,1371,249,1444]
table-row [18,1737,738,1810]
article-body [951,900,1325,1218]
cell-count: ১টি [196,1125,249,1198]
table-row [18,1444,738,1518]
cell-post [61,1371,196,1444]
paragraph: He also suggested political parities of CHT region take special strategy to prevent violence against ethnic minorities. [1142,2032,1515,2060]
paragraph: Rajshahi City Corporation Mayor Mosaddek Hossain Bulbul resigned from his post yesterday for participating in the next month's election to the local government body. [760,913,943,984]
cell-qualification [249,1704,738,1737]
term-item: ৭) আবেদনপত্র প্রেরণের খামের উপর পদের নাম স্পষ্টাক্ষরে উল্লেখ করতে হবে। [17,1960,316,1972]
photo-credit: PHOTO: ISPR [693,702,751,712]
byline-text: Staff Correspondent, [0,176,114,188]
qualification-line: ১) শিক্ষাগত যোগ্যতা: স্বীকৃত বোর্ড থেকে মাধ্যমিক স্কুল সার্টিফিকেট অথবা সমমানের পরীক্ষায় উত্তীর্ণ। [252,1740,634,1751]
qualification-line: ৫) বয়স ২১-৩০ বছর হতে হবে। [252,1282,374,1293]
qualification-line: ৪) শিক্ষাজীবনে কোনো এক বিভাগ অথবা সমমান জিপিএ গ্রহণযোগ্য নয়। [252,1342,532,1353]
cell-post [61,1444,196,1518]
qualification-line: ১) শিক্ষাগত যোগ্যতা: স্বীকৃত বিশ্ববিদ্যালয় থেকে স্নাতক ডিগ্রি। [252,1375,487,1386]
cell-qualification [249,1631,738,1704]
headline: 9 killed in road accidents [760,1971,1031,2068]
post-name: বার্তা বাহক/ টি-বয় [64,1708,137,1719]
story-khaleda [946,45,1313,609]
paragraph: The two arrestees are Md Abu Tayeb, 24, and Md Rasel, 25. A pistol, three bullets and a knife were recovered, said police. [0,344,366,372]
section-divider [760,1358,1515,1359]
table-row [18,1704,738,1737]
caption-text: Indian Navy Chief Admiral Sunil Lanba, left, and Bangladesh Navy Chief Admiral Nizamuddin Ahmed touch a digital globe yesterday to inaugurate the first ever coordinated patrol (CORPAT) of the navies at Bangladesh Navy base BNS Isha Khan in Patenga of Chittagong. The annual feature is aimed at enhancing operational interaction between the two navies as well as ensuring maritime security through curbing illegal fishing, all sorts of smuggling, piracy and terrorism. This year's six-day patrol will end at Visakhapatnam of India on July 3. [386,622,937,713]
cell-post [61,1052,196,1125]
